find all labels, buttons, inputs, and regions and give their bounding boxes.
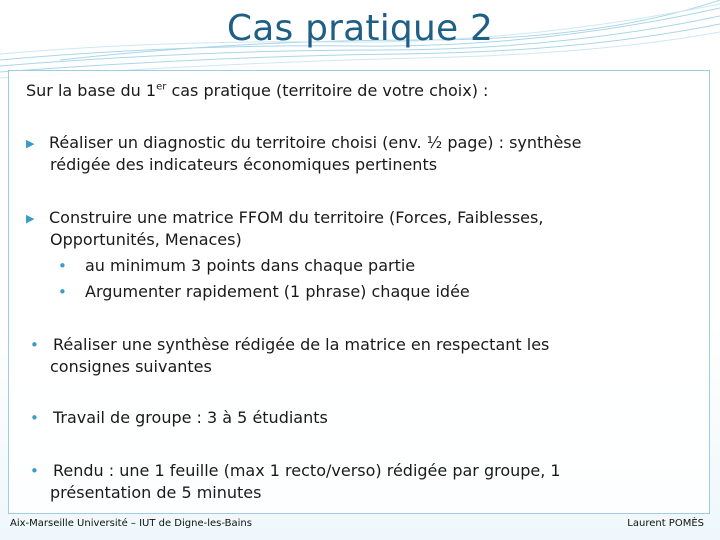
footer-institution: Aix-Marseille Université – IUT de Digne-les-Bains [10,518,252,529]
item-line: consignes suivantes [50,357,212,376]
intro-rest: cas pratique (territoire de votre choix) : [166,81,489,100]
sub-item-text: au minimum 3 points dans chaque partie [85,256,416,275]
slide-title: Cas pratique 2 [226,8,494,49]
item-line: présentation de 5 minutes [50,483,262,502]
bullet-dot-icon: • [58,283,67,301]
item-line: Rendu : une 1 feuille (max 1 recto/verso) rédigée par groupe, 1 [53,461,561,480]
intro-superscript: er [156,81,167,93]
item-line: rédigée des indicateurs économiques pertinents [50,155,438,174]
sub-item [58,280,658,304]
sub-item [58,254,658,278]
list-item-rendu [26,460,680,503]
list-item-diagnostic [26,132,680,175]
item-line: Opportunités, Menaces) [50,230,242,249]
list-item-synthese [26,334,680,377]
list-item-ffom [26,207,680,250]
intro-main: Sur la base du 1 [26,81,157,100]
intro-text [26,80,686,102]
item-line: Travail de groupe : 3 à 5 étudiants [53,408,328,427]
bullet-dot-icon: • [58,257,67,275]
sub-item-text: Argumenter rapidement (1 phrase) chaque idée [85,282,470,301]
footer-author: Laurent POMÈS [627,518,704,529]
item-line: Construire une matrice FFOM du territoire (Forces, Faiblesses, [49,208,544,227]
triangle-bullet-icon: ▶ [26,137,35,150]
bullet-dot-icon: • [30,336,39,354]
bullet-dot-icon: • [30,462,39,480]
item-line: Réaliser une synthèse rédigée de la matrice en respectant les [53,335,550,354]
bullet-dot-icon: • [30,409,39,427]
list-item-groupe [26,407,680,429]
triangle-bullet-icon: ▶ [26,212,35,225]
item-line: Réaliser un diagnostic du territoire choisi (env. ½ page) : synthèse [49,133,582,152]
